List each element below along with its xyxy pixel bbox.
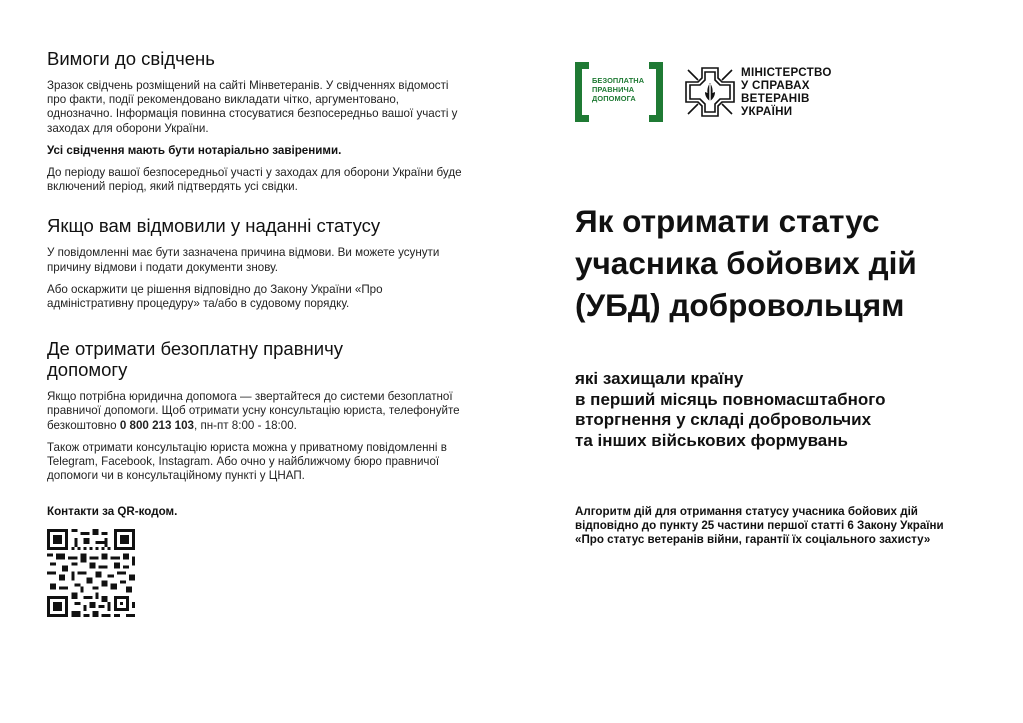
testimony-paragraph-1: Зразок свідчень розміщений на сайті Мінветеранів. У свідченнях відомості про факти, події рекомендовано викладати чітко, аргументовано, однозначно. Інформація повинна стосуватися безпосередньо вашої участі у заходах для оборони України. (47, 79, 458, 135)
ministry-logo (684, 66, 832, 118)
subtitle-line-4: та інших військових формувань (575, 430, 848, 450)
left-column (47, 48, 467, 622)
logos-row (575, 60, 975, 124)
ministry-name (741, 66, 832, 118)
legal-aid-text-before: Якщо потрібна юридична допомога — звертайтеся до системи безоплатної правничої допомоги. Щоб отримати усну консультацію юриста, телефонуйте безкоштовно (47, 390, 460, 432)
algorithm-note: Алгоритм дій для отримання статусу учасника бойових дій відповідно до пункту 25 частини першої статті 6 Закону України «Про статус ветеранів війни, гарантії їх соціального захисту» (575, 505, 944, 547)
qr-code-icon[interactable] (47, 529, 135, 617)
main-title-line-2: учасника бойових дій (575, 245, 917, 281)
testimony-paragraph-3: До періоду вашої безпосередньої участі у заходах для оборони України буде включений період, який підтвердять усі свідки. (47, 166, 462, 194)
testimony-notary-note: Усі свідчення мають бути нотаріально завіреними. (47, 143, 342, 157)
ministry-emblem-icon (684, 66, 736, 118)
legal-aid-logo-text (592, 76, 644, 103)
ministry-line-4: УКРАЇНИ (741, 105, 793, 118)
legal-aid-paragraph-1 (47, 390, 467, 433)
subtitle (575, 369, 975, 451)
legal-aid-text-after: , пн-пт 8:00 - 18:00. (194, 418, 297, 432)
right-column (575, 60, 975, 548)
contacts-label: Контакти за QR-кодом. (47, 505, 178, 519)
subtitle-line-2: в перший місяць повномасштабного (575, 389, 886, 409)
refusal-paragraph-1: У повідомленні має бути зазначена причина відмови. Ви можете усунути причину відмови і подати документи знову. (47, 246, 440, 274)
legal-aid-logo (575, 62, 663, 122)
main-title-line-1: Як отримати статус (575, 203, 880, 239)
main-title-line-3: (УБД) добровольцям (575, 287, 905, 323)
subtitle-line-1: які захищали країну (575, 369, 744, 388)
legal-aid-logo-line-3: ДОПОМОГА (592, 94, 636, 103)
refusal-paragraph-2: Або оскаржити це рішення відповідно до Закону України «Про адміністративну процедуру» та/або в судовому порядку. (47, 282, 383, 311)
main-title (575, 200, 975, 326)
legal-aid-paragraph-2: Також отримати консультацію юриста можна у приватному повідомленні в Telegram, Facebook, Instagram. Або очно у найближчому бюро правничої допомоги чи в консультаційному пункті у ЦНАП. (47, 440, 447, 483)
legal-aid-logo-line-2: ПРАВНИЧА (592, 85, 635, 94)
ministry-line-1: МІНІСТЕРСТВО (741, 66, 832, 79)
legal-aid-logo-line-1: БЕЗОПЛАТНА (592, 76, 645, 85)
section-heading-legal-aid: Де отримати безоплатну правничу допомогу (47, 338, 343, 381)
legal-aid-logo-bracket-right (649, 62, 663, 122)
legal-aid-phone[interactable]: 0 800 213 103 (119, 418, 194, 432)
section-heading-refusal: Якщо вам відмовили у наданні статусу (47, 215, 381, 237)
legal-aid-logo-bracket-left (575, 62, 589, 122)
ministry-line-2: У СПРАВАХ (741, 79, 810, 92)
subtitle-line-3: вторгнення у складі добровольчих (575, 410, 872, 429)
section-heading-testimony-requirements: Вимоги до свідчень (47, 48, 215, 69)
ministry-line-3: ВЕТЕРАНІВ (741, 92, 810, 105)
